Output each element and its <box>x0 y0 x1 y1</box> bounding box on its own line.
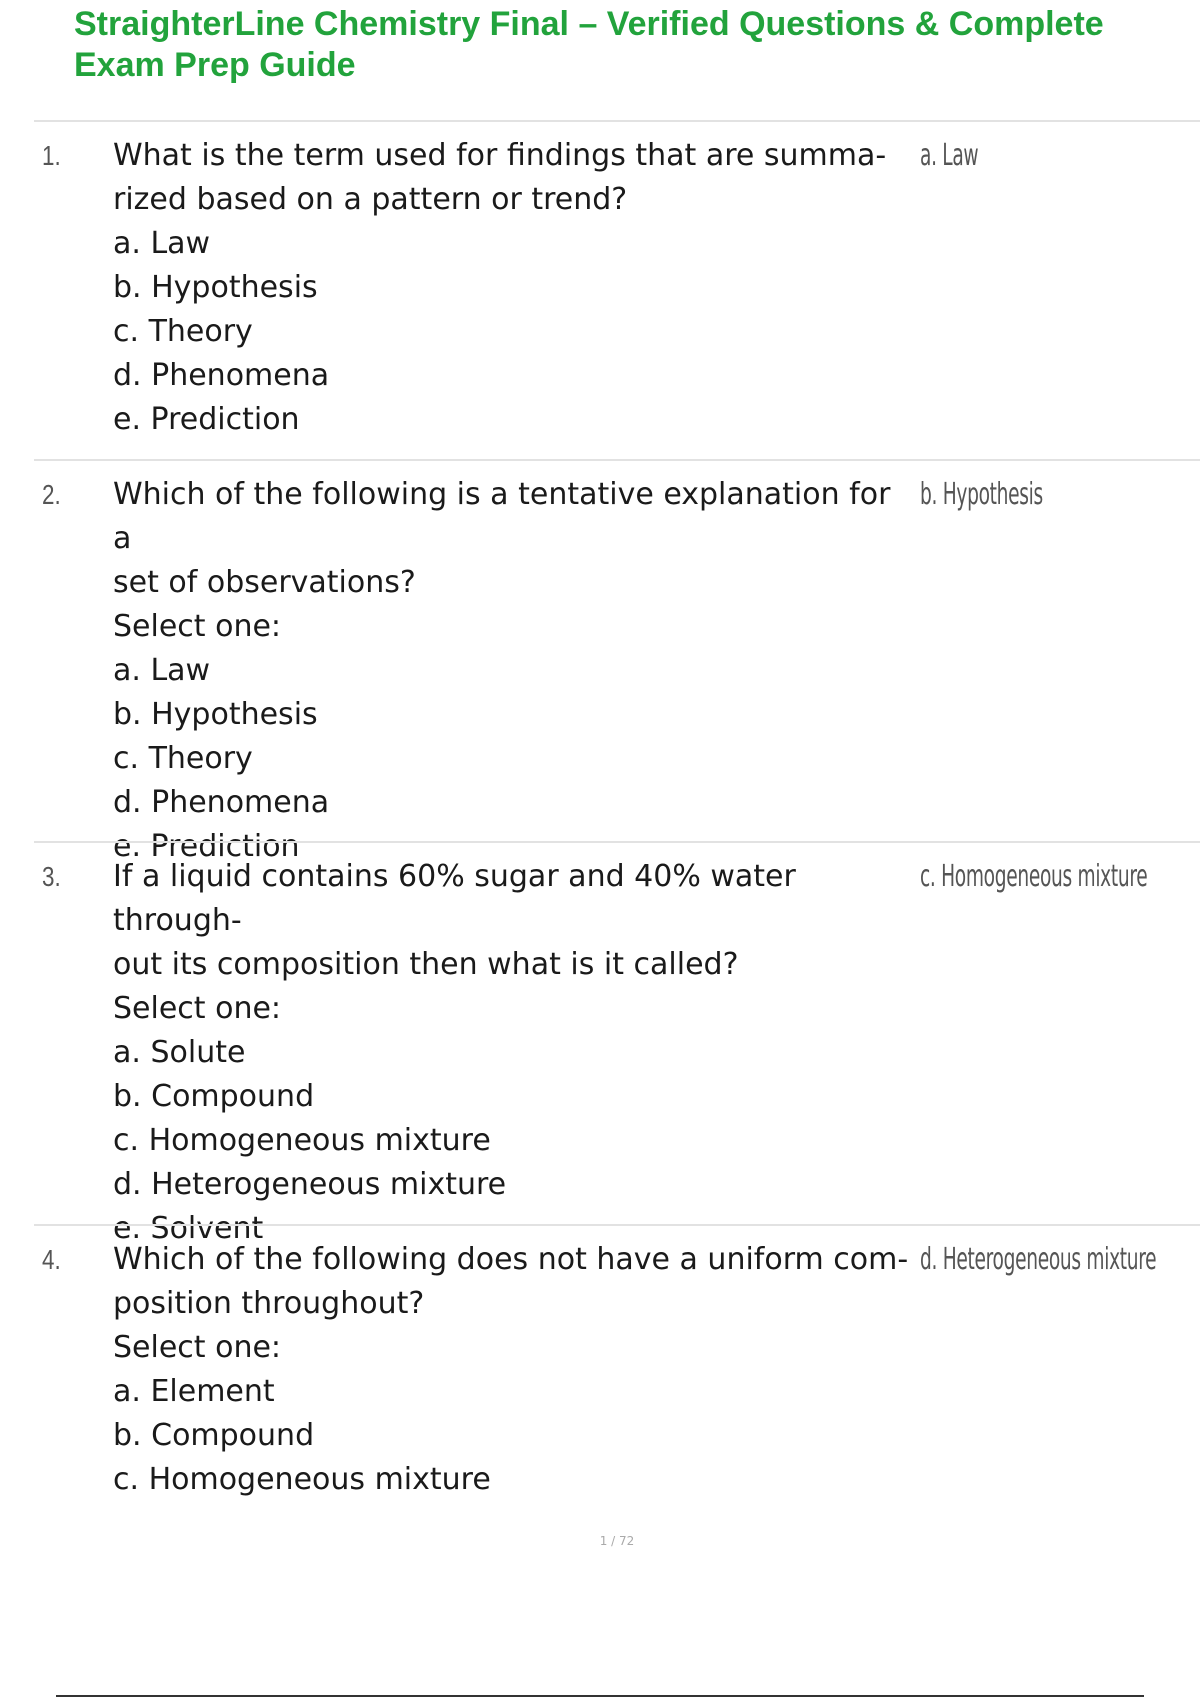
option-b: b. Hypothesis <box>113 697 318 732</box>
option-a: a. Solute <box>113 1035 246 1070</box>
question-text-line: set of observations? <box>113 565 416 600</box>
question-text-line: rized based on a pattern or trend? <box>113 182 628 217</box>
answer-key: b. Hypothesis <box>920 477 1043 512</box>
question-number: 2. <box>42 479 61 510</box>
question-number: 1. <box>42 140 61 171</box>
question-text-line: position throughout? <box>113 1286 425 1321</box>
footer-divider <box>56 1695 1144 1697</box>
question-text-line: Which of the following is a tentative explanation for a <box>113 477 891 556</box>
question-text-line: out its composition then what is it called? <box>113 947 739 982</box>
question-body <box>113 855 913 1251</box>
question-text-line: Which of the following does not have a uniform com- <box>113 1242 909 1277</box>
select-prompt: Select one: <box>113 609 282 644</box>
document-title <box>74 4 1184 86</box>
question-number: 3. <box>42 861 61 892</box>
option-e: e. Prediction <box>113 402 300 437</box>
option-b: b. Hypothesis <box>113 270 318 305</box>
select-prompt: Select one: <box>113 1330 282 1365</box>
option-d: d. Phenomena <box>113 358 330 393</box>
question-body <box>113 1238 913 1502</box>
option-d: d. Phenomena <box>113 785 330 820</box>
option-b: b. Compound <box>113 1418 315 1453</box>
page-number: 1 / 72 <box>599 1534 635 1548</box>
question-text-line: If a liquid contains 60% sugar and 40% water through- <box>113 859 796 938</box>
option-a: a. Law <box>113 653 211 688</box>
option-e: e. Solvent <box>113 1211 264 1246</box>
question-body <box>113 473 913 869</box>
select-prompt: Select one: <box>113 991 282 1026</box>
option-a: a. Law <box>113 226 211 261</box>
option-a: a. Element <box>113 1374 275 1409</box>
question-number: 4. <box>42 1244 61 1275</box>
answer-key: c. Homogeneous mixture <box>920 859 1148 894</box>
answer-key: d. Heterogeneous mixture <box>920 1242 1157 1277</box>
question-1 <box>34 120 1200 437</box>
title-line-1: StraighterLine Chemistry Final – Verified Questions & Complete <box>74 5 1104 43</box>
question-2 <box>34 459 1200 864</box>
option-e: e. Prediction <box>113 829 300 864</box>
option-c: c. Homogeneous mixture <box>113 1462 491 1497</box>
title-line-2: Exam Prep Guide <box>74 46 356 84</box>
option-d: d. Heterogeneous mixture <box>113 1167 507 1202</box>
option-c: c. Theory <box>113 314 253 349</box>
option-c: c. Theory <box>113 741 253 776</box>
question-body <box>113 134 913 442</box>
option-b: b. Compound <box>113 1079 315 1114</box>
question-text-line: What is the term used for findings that are summa- <box>113 138 887 173</box>
option-c: c. Homogeneous mixture <box>113 1123 491 1158</box>
answer-key: a. Law <box>920 138 979 173</box>
